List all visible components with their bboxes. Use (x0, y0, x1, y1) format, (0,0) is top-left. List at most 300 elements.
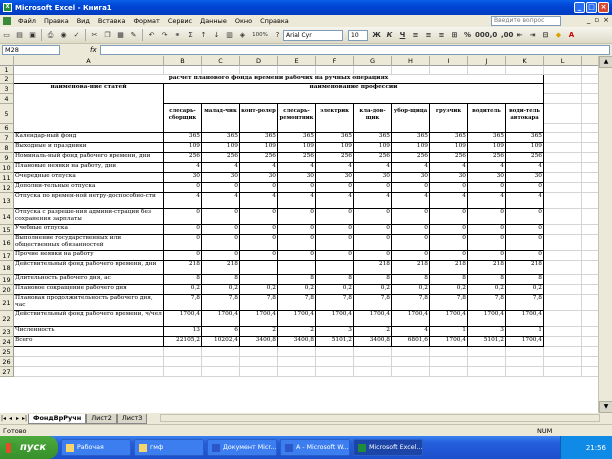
menu-view[interactable]: Вид (76, 17, 90, 25)
data-cell[interactable]: 8 (392, 275, 430, 285)
name-box[interactable]: M28 (2, 45, 60, 55)
column-header-k[interactable]: K (506, 56, 544, 66)
data-cell[interactable]: 0 (240, 225, 278, 235)
data-cell[interactable]: 8 (164, 275, 202, 285)
cell-k27[interactable] (506, 367, 544, 377)
profession-header[interactable]: кла-дов-щик (354, 104, 392, 133)
cell-k26[interactable] (506, 357, 544, 367)
cell-m20[interactable] (582, 285, 598, 295)
cell-f27[interactable] (316, 367, 354, 377)
profession-header[interactable]: слесарь-сборщик (164, 104, 202, 133)
data-cell[interactable]: 4 (468, 193, 506, 209)
data-cell[interactable]: 0 (202, 235, 240, 251)
row-label[interactable]: Плановое сокращение рабочего дня (14, 285, 164, 295)
cell-j27[interactable] (468, 367, 506, 377)
cell-m7[interactable] (582, 133, 598, 143)
data-cell[interactable]: 7,8 (278, 295, 316, 311)
data-cell[interactable]: 0 (202, 225, 240, 235)
data-cell[interactable]: 4 (164, 193, 202, 209)
data-cell[interactable]: 8 (506, 275, 544, 285)
data-cell[interactable]: 1700,4 (202, 311, 240, 327)
data-cell[interactable]: 8 (202, 275, 240, 285)
redo-icon[interactable]: ↷ (161, 30, 168, 39)
cell-g25[interactable] (354, 347, 392, 357)
sheet-tab-2[interactable]: Лист2 (86, 414, 117, 424)
row-label[interactable]: Действительный фонд рабочего времени, дни (14, 261, 164, 275)
row-label[interactable]: Номиналь-ный фонд рабочего времени, дни (14, 153, 164, 163)
data-cell[interactable]: 1700,4 (468, 311, 506, 327)
cell-g26[interactable] (354, 357, 392, 367)
data-cell[interactable]: 0 (202, 183, 240, 193)
profession-header[interactable]: грузчик (430, 104, 468, 133)
column-header-c[interactable]: C (202, 56, 240, 66)
scroll-up-icon[interactable]: ▲ (599, 56, 612, 68)
cell-k1[interactable] (506, 66, 544, 75)
cell-l1[interactable] (544, 66, 582, 75)
font-select[interactable]: Arial Cyr (283, 30, 343, 41)
data-cell[interactable]: 0 (316, 225, 354, 235)
data-cell[interactable]: 365 (430, 133, 468, 143)
cell-d1[interactable] (240, 66, 278, 75)
bold-icon[interactable]: Ж (372, 31, 381, 39)
indent-icon[interactable]: ⇤ (516, 31, 523, 39)
row-header-6[interactable]: 6 (0, 124, 14, 133)
data-cell[interactable]: 4 (164, 163, 202, 173)
cell-m15[interactable] (582, 225, 598, 235)
cell-l12[interactable] (544, 183, 582, 193)
row-label[interactable]: Всего (14, 337, 164, 347)
data-cell[interactable]: 218 (202, 261, 240, 275)
data-cell[interactable]: 7,8 (506, 295, 544, 311)
row-header-13[interactable]: 13 (0, 193, 14, 209)
sort-asc-icon[interactable]: ↑ (200, 30, 207, 39)
data-cell[interactable]: 109 (202, 143, 240, 153)
data-cell[interactable]: 3400,8 (278, 337, 316, 347)
data-cell[interactable]: 1700,4 (430, 311, 468, 327)
menu-edit[interactable]: Правка (43, 17, 69, 25)
data-cell[interactable]: 0 (240, 251, 278, 261)
menu-window[interactable]: Окно (234, 17, 253, 25)
data-cell[interactable]: 30 (392, 173, 430, 183)
data-cell[interactable]: 109 (354, 143, 392, 153)
cell-d25[interactable] (240, 347, 278, 357)
row-label[interactable]: Учебные отпуска (14, 225, 164, 235)
cell-e26[interactable] (278, 357, 316, 367)
data-cell[interactable]: 0,2 (506, 285, 544, 295)
data-cell[interactable]: 0 (164, 235, 202, 251)
cell-l23[interactable] (544, 327, 582, 337)
cell-b27[interactable] (164, 367, 202, 377)
data-cell[interactable]: 0 (240, 209, 278, 225)
data-cell[interactable]: 1700,4 (316, 311, 354, 327)
cell-l21[interactable] (544, 295, 582, 311)
data-cell[interactable]: 218 (506, 261, 544, 275)
taskbar-item-excel[interactable]: Microsoft Excel... (353, 439, 423, 456)
preview-icon[interactable]: ◉ (60, 30, 67, 39)
sheet-tab-fondvr[interactable]: ФондВрРучн (28, 414, 86, 424)
data-cell[interactable]: 30 (202, 173, 240, 183)
row-header-4[interactable]: 4 (0, 94, 14, 104)
data-cell[interactable]: 7,8 (468, 295, 506, 311)
thousands-icon[interactable]: 000 (475, 31, 490, 39)
cell-l19[interactable] (544, 275, 582, 285)
cell-l24[interactable] (544, 337, 582, 347)
profession-header[interactable]: электрик (316, 104, 354, 133)
data-cell[interactable]: 365 (316, 133, 354, 143)
data-cell[interactable]: 218 (354, 261, 392, 275)
cell-h1[interactable] (392, 66, 430, 75)
cell-f26[interactable] (316, 357, 354, 367)
cell-a25[interactable] (14, 347, 164, 357)
data-cell[interactable]: 3400,8 (354, 337, 392, 347)
row-header-16[interactable]: 16 (0, 235, 14, 251)
data-cell[interactable]: 218 (392, 261, 430, 275)
autosum-icon[interactable]: Σ (188, 30, 193, 39)
align-right-icon[interactable]: ≡ (438, 31, 445, 39)
data-cell[interactable]: 4 (354, 163, 392, 173)
data-cell[interactable]: 30 (468, 173, 506, 183)
cell-b25[interactable] (164, 347, 202, 357)
data-cell[interactable]: 30 (164, 173, 202, 183)
column-header-j[interactable]: J (468, 56, 506, 66)
data-cell[interactable]: 256 (392, 153, 430, 163)
row-header-12[interactable]: 12 (0, 183, 14, 193)
data-cell[interactable]: 4 (278, 193, 316, 209)
cell-l16[interactable] (544, 235, 582, 251)
cell-j1[interactable] (468, 66, 506, 75)
print-icon[interactable]: ⎙ (47, 30, 54, 39)
row-header-26[interactable]: 26 (0, 357, 14, 367)
data-cell[interactable]: 30 (278, 173, 316, 183)
data-cell[interactable]: 1700,4 (392, 311, 430, 327)
select-all-corner[interactable] (0, 56, 14, 66)
cell-e1[interactable] (278, 66, 316, 75)
data-cell[interactable]: 30 (316, 173, 354, 183)
cell-c27[interactable] (202, 367, 240, 377)
cell-a26[interactable] (14, 357, 164, 367)
data-cell[interactable]: 0 (506, 235, 544, 251)
horizontal-scrollbar[interactable] (160, 414, 600, 422)
data-cell[interactable]: 0 (278, 183, 316, 193)
cell-l9[interactable] (544, 153, 582, 163)
chart-icon[interactable]: ▥ (226, 30, 233, 39)
data-cell[interactable]: 0 (164, 183, 202, 193)
cell-m18[interactable] (582, 261, 598, 275)
zoom-select[interactable]: 100% (252, 31, 268, 38)
data-cell[interactable]: 109 (430, 143, 468, 153)
doc-close-icon[interactable]: × (603, 16, 609, 24)
cell-m8[interactable] (582, 143, 598, 153)
row-label[interactable]: Прочие неявки на работу (14, 251, 164, 261)
data-cell[interactable]: 365 (506, 133, 544, 143)
workbook-icon[interactable] (3, 17, 11, 25)
cell-l22[interactable] (544, 311, 582, 327)
data-cell[interactable]: 7,8 (430, 295, 468, 311)
cell-a1[interactable] (14, 66, 164, 75)
data-cell[interactable]: 365 (202, 133, 240, 143)
data-cell[interactable]: 0 (430, 251, 468, 261)
cell-d26[interactable] (240, 357, 278, 367)
column-header-i[interactable]: I (430, 56, 468, 66)
data-cell[interactable]: 4 (354, 193, 392, 209)
data-cell[interactable]: 0,2 (278, 285, 316, 295)
cell-b1[interactable] (164, 66, 202, 75)
data-cell[interactable]: 365 (240, 133, 278, 143)
cell-c1[interactable] (202, 66, 240, 75)
cell-a27[interactable] (14, 367, 164, 377)
cell-m17[interactable] (582, 251, 598, 261)
data-cell[interactable]: 22105,2 (164, 337, 202, 347)
data-cell[interactable] (316, 261, 354, 275)
cell-e25[interactable] (278, 347, 316, 357)
data-cell[interactable]: 7,8 (240, 295, 278, 311)
data-cell[interactable]: 1700,4 (506, 337, 544, 347)
data-cell[interactable]: 0 (468, 251, 506, 261)
row-label[interactable]: Выходные и праздники (14, 143, 164, 153)
data-cell[interactable]: 256 (430, 153, 468, 163)
data-cell[interactable]: 30 (240, 173, 278, 183)
cell-m25[interactable] (582, 347, 598, 357)
cell-m27[interactable] (582, 367, 598, 377)
data-cell[interactable]: 1700,4 (278, 311, 316, 327)
row-header-1[interactable]: 1 (0, 66, 14, 75)
save-icon[interactable]: ▣ (29, 30, 36, 39)
cell-l5[interactable] (544, 104, 582, 124)
data-cell[interactable]: 4 (430, 193, 468, 209)
menu-file[interactable]: Файл (18, 17, 36, 25)
data-cell[interactable]: 8 (430, 275, 468, 285)
cell-l10[interactable] (544, 163, 582, 173)
column-header-b[interactable]: B (164, 56, 202, 66)
copy-icon[interactable]: ❐ (104, 30, 111, 39)
row-header-24[interactable]: 24 (0, 337, 14, 347)
cell-m14[interactable] (582, 209, 598, 225)
data-cell[interactable]: 4 (202, 193, 240, 209)
column-header-d[interactable]: D (240, 56, 278, 66)
column-header-a[interactable]: A (14, 56, 164, 66)
data-cell[interactable]: 109 (278, 143, 316, 153)
cell-i1[interactable] (430, 66, 468, 75)
data-cell[interactable]: 256 (240, 153, 278, 163)
cell-d27[interactable] (240, 367, 278, 377)
data-cell[interactable]: 3 (468, 327, 506, 337)
data-cell[interactable]: 3400,8 (240, 337, 278, 347)
cell-l11[interactable] (544, 173, 582, 183)
cell-i27[interactable] (430, 367, 468, 377)
data-cell[interactable]: 8 (468, 275, 506, 285)
data-cell[interactable]: 7,8 (354, 295, 392, 311)
taskbar-item-word-a[interactable]: A - Microsoft W... (280, 439, 350, 456)
data-cell[interactable]: 0 (316, 251, 354, 261)
data-cell[interactable]: 0 (468, 209, 506, 225)
align-center-icon[interactable]: ≡ (425, 31, 432, 39)
row-header-10[interactable]: 10 (0, 163, 14, 173)
data-cell[interactable]: 0 (354, 183, 392, 193)
cell-m6[interactable] (582, 124, 598, 133)
cell-m21[interactable] (582, 295, 598, 311)
cell-l8[interactable] (544, 143, 582, 153)
hyperlink-icon[interactable]: ⚭ (174, 30, 181, 39)
data-cell[interactable]: 0 (506, 209, 544, 225)
data-cell[interactable]: 8 (316, 275, 354, 285)
data-cell[interactable]: 0,2 (430, 285, 468, 295)
row-label[interactable]: Действительный фонд рабочего времени, ч/чел (14, 311, 164, 327)
data-cell[interactable]: 0 (354, 251, 392, 261)
row-header-21[interactable]: 21 (0, 295, 14, 311)
data-cell[interactable]: 2 (278, 327, 316, 337)
data-cell[interactable]: 6 (202, 327, 240, 337)
merge-icon[interactable]: ⊞ (451, 31, 458, 39)
data-cell[interactable]: 0 (202, 251, 240, 261)
cell-m2[interactable] (582, 75, 598, 84)
cell-g1[interactable] (354, 66, 392, 75)
data-cell[interactable]: 1700,4 (164, 311, 202, 327)
data-cell[interactable]: 1 (506, 327, 544, 337)
data-cell[interactable] (240, 275, 278, 285)
data-cell[interactable]: 109 (164, 143, 202, 153)
data-cell[interactable]: 4 (240, 193, 278, 209)
data-cell[interactable]: 256 (202, 153, 240, 163)
row-header-3[interactable]: 3 (0, 84, 14, 94)
data-cell[interactable]: 0,2 (316, 285, 354, 295)
data-cell[interactable]: 0 (202, 209, 240, 225)
data-cell[interactable]: 1700,4 (430, 337, 468, 347)
row-header-20[interactable]: 20 (0, 285, 14, 295)
cell-g27[interactable] (354, 367, 392, 377)
row-header-2[interactable]: 2 (0, 75, 14, 84)
profession-header[interactable]: водитель (468, 104, 506, 133)
cut-icon[interactable]: ✂ (91, 30, 98, 39)
data-cell[interactable]: 30 (506, 173, 544, 183)
data-cell[interactable]: 4 (506, 193, 544, 209)
data-cell[interactable]: 0 (506, 183, 544, 193)
data-cell[interactable]: 0 (392, 225, 430, 235)
data-cell[interactable]: 0 (392, 209, 430, 225)
column-header-g[interactable]: G (354, 56, 392, 66)
data-cell[interactable]: 0 (430, 235, 468, 251)
menu-help[interactable]: Справка (260, 17, 289, 25)
close-button[interactable]: × (598, 2, 609, 13)
formula-input[interactable] (100, 45, 610, 55)
row-header-18[interactable]: 18 (0, 261, 14, 275)
cell-m26[interactable] (582, 357, 598, 367)
column-header-l[interactable]: L (544, 56, 582, 66)
cell-m3[interactable] (582, 84, 598, 94)
data-cell[interactable]: 5101,2 (316, 337, 354, 347)
data-cell[interactable]: 0 (506, 225, 544, 235)
scroll-down-icon[interactable]: ▼ (599, 401, 612, 413)
fill-color-icon[interactable]: ◆ (555, 31, 562, 39)
cell-m16[interactable] (582, 235, 598, 251)
cell-b26[interactable] (164, 357, 202, 367)
cell-l20[interactable] (544, 285, 582, 295)
data-cell[interactable]: 0 (468, 235, 506, 251)
cell-m11[interactable] (582, 173, 598, 183)
cell-m23[interactable] (582, 327, 598, 337)
data-cell[interactable]: 109 (316, 143, 354, 153)
outdent-icon[interactable]: ⇥ (529, 31, 536, 39)
data-cell[interactable]: 365 (354, 133, 392, 143)
data-cell[interactable]: 109 (468, 143, 506, 153)
drawing-icon[interactable]: ◈ (239, 30, 246, 39)
data-cell[interactable]: 0 (430, 183, 468, 193)
data-cell[interactable]: 7,8 (202, 295, 240, 311)
sheet-title[interactable]: расчет планового фонда времени рабочих на ручных операциях (14, 75, 544, 84)
data-cell[interactable]: 256 (278, 153, 316, 163)
worksheet-grid[interactable] (0, 56, 598, 413)
data-cell[interactable]: 218 (164, 261, 202, 275)
data-cell[interactable]: 7,8 (164, 295, 202, 311)
cell-h27[interactable] (392, 367, 430, 377)
data-cell[interactable]: 30 (354, 173, 392, 183)
data-cell[interactable]: 7,8 (392, 295, 430, 311)
row-header-19[interactable]: 19 (0, 275, 14, 285)
data-cell[interactable]: 256 (316, 153, 354, 163)
taskbar-item-gmf[interactable]: гмф (134, 439, 204, 456)
row-label[interactable]: Отпуска с разреше-ния админи-страции без сохранения зарплаты (14, 209, 164, 225)
data-cell[interactable]: 0,2 (164, 285, 202, 295)
cell-m13[interactable] (582, 193, 598, 209)
data-cell[interactable]: 1700,4 (506, 311, 544, 327)
sort-desc-icon[interactable]: ↓ (213, 30, 220, 39)
data-cell[interactable]: 0 (316, 235, 354, 251)
data-cell[interactable]: 109 (240, 143, 278, 153)
new-icon[interactable]: ▭ (3, 30, 10, 39)
cell-f25[interactable] (316, 347, 354, 357)
align-left-icon[interactable]: ≡ (412, 31, 419, 39)
cell-j26[interactable] (468, 357, 506, 367)
data-cell[interactable]: 1 (430, 327, 468, 337)
data-cell[interactable]: 8 (278, 275, 316, 285)
data-cell[interactable]: 365 (164, 133, 202, 143)
data-cell[interactable]: 2 (354, 327, 392, 337)
sheet-tab-3[interactable]: Лист3 (117, 414, 148, 424)
undo-icon[interactable]: ↶ (148, 30, 155, 39)
cell-h25[interactable] (392, 347, 430, 357)
data-cell[interactable]: 0 (354, 235, 392, 251)
menu-format[interactable]: Формат (133, 17, 160, 25)
data-cell[interactable]: 218 (468, 261, 506, 275)
maximize-button[interactable]: □ (586, 2, 597, 13)
row-label[interactable]: Очередные отпуска (14, 173, 164, 183)
cell-m9[interactable] (582, 153, 598, 163)
data-cell[interactable]: 4 (316, 193, 354, 209)
increase-decimal-icon[interactable]: ,0 (489, 31, 498, 39)
underline-icon[interactable]: Ч (399, 31, 406, 39)
row-header-11[interactable]: 11 (0, 173, 14, 183)
data-cell[interactable]: 365 (468, 133, 506, 143)
row-label[interactable]: Плановые неявки на работу, дни (14, 163, 164, 173)
data-cell[interactable]: 256 (164, 153, 202, 163)
header-profession[interactable]: наименование профессии (164, 84, 544, 104)
row-label[interactable]: Выполнение государственных или общественных обязанностей (14, 235, 164, 251)
cell-m10[interactable] (582, 163, 598, 173)
data-cell[interactable]: 256 (354, 153, 392, 163)
data-cell[interactable]: 4 (278, 163, 316, 173)
row-header-15[interactable]: 15 (0, 225, 14, 235)
column-header-e[interactable]: E (278, 56, 316, 66)
row-header-22[interactable]: 22 (0, 311, 14, 327)
data-cell[interactable]: 0 (164, 225, 202, 235)
data-cell[interactable]: 0 (278, 225, 316, 235)
data-cell[interactable]: 13 (164, 327, 202, 337)
cell-i26[interactable] (430, 357, 468, 367)
data-cell[interactable]: 0 (392, 235, 430, 251)
data-cell[interactable]: 0,2 (354, 285, 392, 295)
data-cell[interactable]: 218 (430, 261, 468, 275)
doc-minimize-icon[interactable]: _ (586, 16, 591, 24)
cell-l17[interactable] (544, 251, 582, 261)
